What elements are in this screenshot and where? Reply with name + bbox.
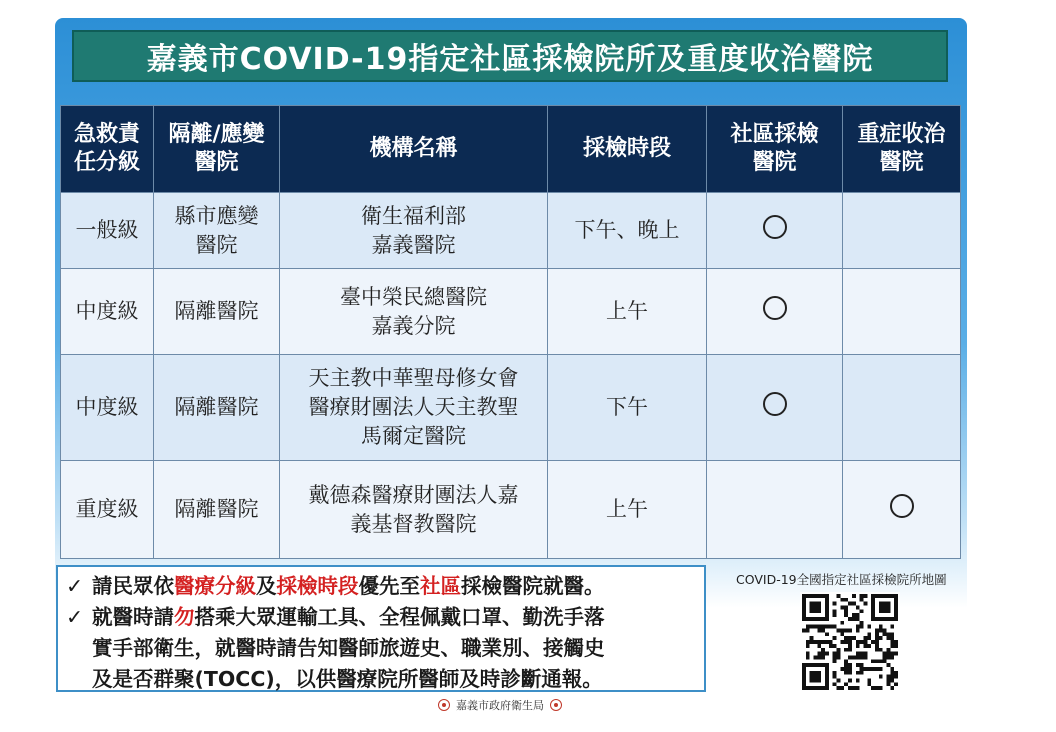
cell-severe-care [843, 193, 961, 269]
cell-hospital-type: 隔離醫院 [154, 355, 280, 461]
table-row [61, 193, 961, 269]
highlight-text: 採檢時段 [276, 574, 359, 598]
page-title: 嘉義市COVID-19指定社區採檢院所及重度收治醫院 [146, 42, 874, 77]
cell-severe-care [843, 269, 961, 355]
header-hospital-type: 隔離/應變 醫院 [154, 106, 280, 193]
cell-community-sampling [707, 193, 843, 269]
highlight-text: 醫療分級 [174, 574, 256, 598]
table-row [61, 461, 961, 559]
notes-box [56, 565, 706, 692]
cell-institution-name: 戴德森醫療財團法人嘉 義基督教醫院 [280, 461, 548, 559]
footer [438, 696, 562, 714]
highlight-text: 勿 [174, 605, 195, 629]
government-seal-icon [438, 699, 450, 711]
cell-institution-name: 臺中榮民總醫院 嘉義分院 [280, 269, 548, 355]
cell-hospital-type: 縣市應變 醫院 [154, 193, 280, 269]
cell-sampling-time: 上午 [548, 269, 707, 355]
cell-severe-care [843, 461, 961, 559]
hospital-table [60, 105, 961, 559]
cell-level: 中度級 [61, 269, 154, 355]
footer-org: 嘉義市政府衛生局 [456, 699, 544, 712]
cell-sampling-time: 下午 [548, 355, 707, 461]
cell-institution-name: 天主教中華聖母修女會 醫療財團法人天主教聖 馬爾定醫院 [280, 355, 548, 461]
qr-code-icon[interactable] [800, 592, 900, 692]
qr-section [720, 568, 970, 698]
circle-mark-icon [890, 494, 914, 518]
cell-community-sampling [707, 461, 843, 559]
check-icon: ✓ [66, 574, 84, 598]
table-row [61, 269, 961, 355]
table-header-row [61, 106, 961, 193]
header-community-sampling: 社區採檢 醫院 [707, 106, 843, 193]
qr-caption: COVID-19全國指定社區採檢院所地圖 [736, 572, 947, 587]
header-sampling-time: 採檢時段 [548, 106, 707, 193]
cell-level: 重度級 [61, 461, 154, 559]
header-institution-name: 機構名稱 [280, 106, 548, 193]
circle-mark-icon [763, 296, 787, 320]
cell-sampling-time: 下午、晚上 [548, 193, 707, 269]
government-seal-icon [550, 699, 562, 711]
cell-community-sampling [707, 355, 843, 461]
cell-hospital-type: 隔離醫院 [154, 269, 280, 355]
circle-mark-icon [763, 392, 787, 416]
cell-level: 一般級 [61, 193, 154, 269]
cell-community-sampling [707, 269, 843, 355]
cell-sampling-time: 上午 [548, 461, 707, 559]
note-continuation: 實手部衛生，就醫時請告知醫師旅遊史、職業別、接觸史 [92, 636, 605, 660]
circle-mark-icon [763, 215, 787, 239]
cell-institution-name: 衛生福利部 嘉義醫院 [280, 193, 548, 269]
qr-code-graphic [802, 594, 898, 690]
header-level: 急救責 任分級 [61, 106, 154, 193]
title-banner [72, 30, 948, 82]
note-item: ✓ 就醫時請勿搭乘大眾運輸工具、全程佩戴口罩、勤洗手落 [66, 602, 696, 633]
note-continuation: 及是否群聚(TOCC)，以供醫療院所醫師及時診斷通報。 [92, 667, 603, 691]
cell-hospital-type: 隔離醫院 [154, 461, 280, 559]
cell-level: 中度級 [61, 355, 154, 461]
note-item: ✓ 請民眾依醫療分級及採檢時段優先至社區採檢醫院就醫。 [66, 571, 696, 602]
header-severe-care: 重症收治 醫院 [843, 106, 961, 193]
check-icon: ✓ [66, 605, 84, 629]
highlight-text: 社區 [420, 574, 461, 598]
table-row [61, 355, 961, 461]
cell-severe-care [843, 355, 961, 461]
